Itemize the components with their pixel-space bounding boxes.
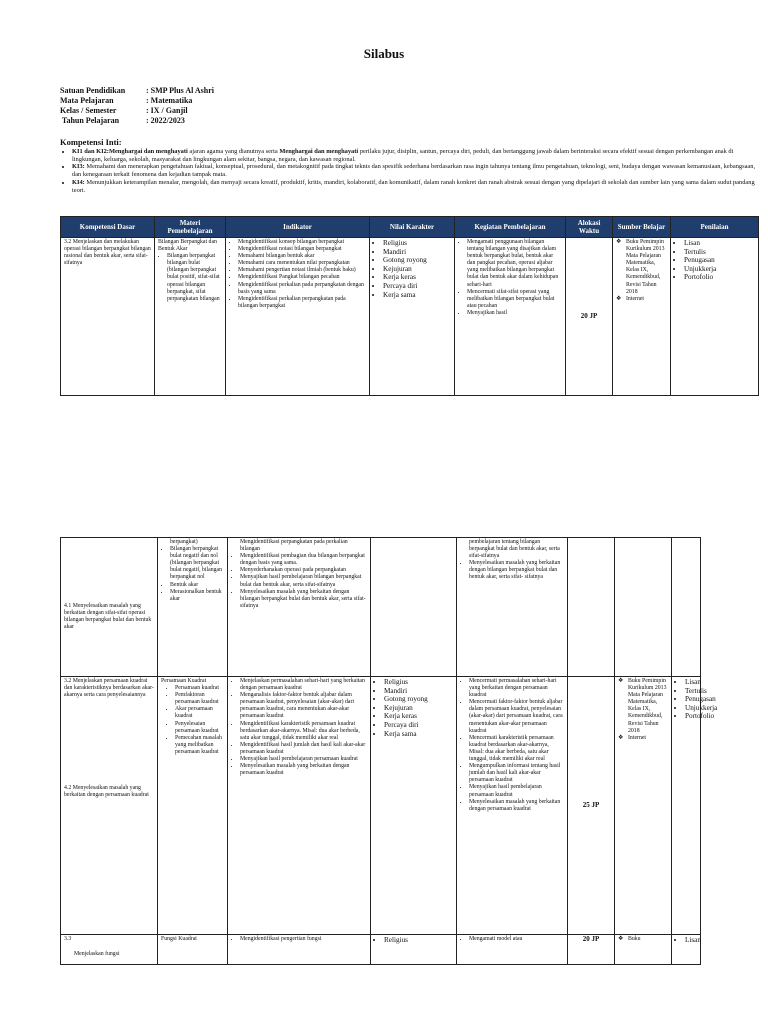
column-header: Alokasi Waktu [566,217,613,238]
indikator-cell [228,935,371,965]
sumber-cell [613,238,671,396]
indikator-item: • Mengidentifikasi perkalian perpangkatan pada bilangan berpangkat [238,296,366,310]
ki-text: Menunjukkan keterampilan menalar, mengolah, dan menyaji secara kreatif, produktif, kritis, mandiri, kolaboratif, dan komunikatif, dalam ranah konkret dan ranah abstrak sesuai dengan yang dipelajari di sekolah dan sumber lain yang sama dalam sudut pandang teori. [72,178,755,194]
nilai-karakter-cell [370,238,455,396]
materi-text: berpangkat) [170,539,198,545]
table-row [61,935,701,965]
indikator-item: • Menyelesaikan masalah yang berkaitan dengan bilangan berpangkat bulat dan bentuk akar, serta sifat-sifatnya [240,589,367,610]
nilai-karakter-cell [371,935,457,965]
document-title: Silabus [363,46,405,61]
kd-text: Menjelaskan fungsi [74,951,120,958]
alokasi-value: 20 JP [582,935,600,943]
materi-cell [158,538,228,677]
indikator-item: • Menyajikan hasil pembelajaran persamaan kuadrat [240,756,367,763]
nilai-item: • Percaya diri [383,282,451,291]
penilaian-item: • Portofolio [685,712,765,721]
penilaian-item: • Unjukkerja [684,265,755,274]
kegiatan-item: • Menyelesaikan masalah yang berkaitan dengan bilangan berpangkat bulat dan bentuk akar, serta sifat- sifatnya [469,560,564,581]
penilaian-cell [671,238,759,396]
sumber-cell [615,538,672,677]
kd-text: 3.2 Menjelaskan dan melakukan operasi bilangan berpangkat bilangan rasional dan bentuk akar, serta sifat-sifatnya [64,239,151,267]
materi-title: Fungsi Kuadrat [161,936,197,942]
indikator-item: • Menjelaskan permasalahan sehari-hari yang berkaitan dengan persamaan kuadrat [240,678,367,692]
column-header: Penilaian [671,217,759,238]
nilai-item: • Kejujuran [383,265,451,274]
ki-key: KI4: [72,178,85,186]
penilaian-item: • Lisan [685,678,765,687]
penilaian-item: • Portofolio [684,273,755,282]
penilaian-cell [672,538,701,677]
column-header: Kompetensi Dasar [61,217,155,238]
nilai-item: • Religius [384,678,453,687]
kegiatan-cell [457,538,568,677]
kd-text: 3.2 Menjelaskan persamaan kuadrat dan karakteristiknya berdasarkan akar-akarnya serta cara penyelesaiannya [64,678,154,699]
materi-title: Bilangan Berpangkat dan Bentuk Akar [158,239,217,253]
indikator-item: • Mengidentifikasi karakteristik persamaan kuadrat berdasarkan akar-akarnya. Misal: dua akar berbeda, satu akar tunggal, tidak memiliki akar real [240,721,367,742]
kompetensi-dasar-cell [61,677,158,935]
sumber-item: ❖ Buku Pemimpin Kurikulum 2013 Mata Pelajaran Matematika, Kelas IX, Kemendikbud, Revisi Tahun 2018 [618,678,668,735]
ki-item [72,148,758,164]
indikator-text: Mengidentifikasi perpangkatan pada perkalian bilangan [240,539,348,553]
kd-number: 3.3 [64,936,72,942]
materi-cell [158,935,228,965]
indikator-cell [228,538,371,677]
kegiatan-item: • Mengamati model atau [469,936,564,943]
indikator-item: • Mengidentifikasi pembagian dua bilangan berpangkat dengan basis yang sama. [240,553,367,567]
nilai-item: • Gotong royong [384,695,453,704]
kegiatan-cell [457,935,568,965]
kegiatan-text: pembelajaran tentang bilangan berpangkat bulat dan bentuk akar, serta sifat-sifatnya [469,539,560,560]
materi-cell [155,238,226,396]
table-row [61,238,759,396]
materi-item: • Pemfaktoran persamaan kuadrat [175,692,224,706]
penilaian-item: • Lisan [684,239,755,248]
penilaian-item: • Penugasan [684,256,755,265]
indikator-item: • Mengidentifikasi pengertian fungsi [240,936,367,943]
sumber-item: ❖ Internet [618,735,668,742]
nilai-karakter-cell [371,677,457,935]
alokasi-value: 20 JP [580,311,598,320]
ki-key: KI3: [72,163,85,171]
sumber-cell [615,935,672,965]
materi-item: • Bilangan berpangkat bulat negatif dan nol (bilangan berpangkat bulat negatif, bilangan berpangkat nol [170,546,224,581]
nilai-item: • Percaya diri [384,721,453,730]
ki-text: ajaran agama yang dianutnya serta [187,147,280,155]
kompetensi-dasar-cell [61,238,155,396]
nilai-item: • Kerja keras [383,273,451,282]
indikator-item: • Memahami bilangan bentuk akar [238,253,366,260]
penilaian-item: • Lisan [685,936,745,945]
identity-row [60,86,214,96]
column-header: Kegiatan Pembelajaran [455,217,566,238]
indikator-item: • Menganalisis faktor-faktor bentuk aljabar dalam persamaan kuadrat, penyelesaian (akar-akar) dari persamaan kuadrat, cara menentukan akar-akar persamaan kuadrat [240,692,367,720]
alokasi-value: 25 JP [582,800,600,809]
nilai-item: • Mandiri [383,248,451,257]
identity-label: Satuan Pendidikan [60,86,126,95]
column-header: Sumber Belajar [613,217,671,238]
identity-label: Mata Pelajaran [60,96,114,105]
nilai-karakter-cell [371,538,457,677]
table-row [61,677,701,935]
syllabus-table-page-1 [60,216,759,396]
nilai-item: • Religius [383,239,451,248]
ki-key: KI1 dan KI2: [72,147,109,155]
alokasi-cell [568,935,615,965]
indikator-item: • Mengidentifikasi hasil jumlah dan hasil kali akar-akar persamaan kuadrat [240,742,367,756]
penilaian-item: • Tertulis [684,248,755,257]
kegiatan-item: • Mencermati karakteristik persamaan kuadrat berdasarkan akar-akarnya, Misal: dua akar berbeda, satu akar tunggal, tidak memiliki akar real [469,735,564,763]
alokasi-cell [568,677,615,935]
kd-text: 4.1 Menyelesaikan masalah yang berkaitan dengan sifat-sifat operasi bilangan berpangkat bulat dan bentuk akar [64,603,152,631]
penilaian-item: • Unjukkerja [685,704,765,713]
indikator-item: • Menyelesaikan masalah yang berkaitan dengan persamaan kuadrat [240,763,367,777]
kegiatan-item: • Mencermati faktor-faktor bentuk aljabar dalam persamaan kuadrat, penyelesaian (akar-akar) dari persamaan kuadrat, cara menentukan akar-akar persamaan kuadrat [469,699,564,734]
materi-cell [158,677,228,935]
syllabus-table-page-2 [60,537,718,965]
kegiatan-item: • Menyelesaikan masalah yang berkaitan dengan persamaan kuadrat [469,799,564,813]
indikator-item: • Mengidentifikasi konsep bilangan berpangkat [238,239,366,246]
column-header: Indikator [226,217,370,238]
identity-block [60,86,214,126]
indikator-item: • Menyajikan hasil pembelajaran bilangan berpangkat bulat dan bentuk akar, serta sifat-sifatnya [240,574,367,588]
kegiatan-item: • Menyajikan hasil pembelajaran persamaan kuadrat [469,784,564,798]
kompetensi-inti [60,139,758,195]
identity-value: : IX / Ganjil [146,106,188,115]
sumber-item: ❖ Buku [618,936,668,943]
alokasi-cell [566,238,613,396]
kompetensi-dasar-cell [61,538,158,677]
kegiatan-item: • Mencermati sifat-sifat operasi yang melibatkan bilangan berpangkat bulat atau pecahan [467,289,562,310]
indikator-cell [226,238,370,396]
materi-item: • Bentuk akar [170,582,224,589]
nilai-item: • Kejujuran [384,704,453,713]
identity-value: : Matematika [146,96,193,105]
indikator-item: • Mengidentifikasi notasi bilangan berpangkat [238,246,366,253]
identity-label: Tahun Pelajaran [60,116,120,125]
ki-emph: Menghargai dan menghayati [108,147,188,155]
kegiatan-item: • Menyajikan hasil [467,310,562,317]
materi-item: • Persamaan kuadrat [175,685,224,692]
indikator-item: • Memahami pengertian notasi ilmiah (bentuk baku) [238,267,366,274]
materi-item: • Penyelesaian persamaan kuadrat [175,721,224,735]
nilai-item: • Kerja sama [384,730,453,739]
table-row [61,538,701,677]
ki-text: Memahami dan menerapkan pengetahuan faktual, konseptual, prosedural, dan metakognitif pada tingkat teknis dan spesifik sederhana berdasarkan rasa ingin tahunya tentang ilmu pengetahuan, teknologi, seni, budaya dengan wawasan kemanusiaan, kebangsaan, dan kenegaraan terkait fenomena dan kejadian tampak mata. [72,163,756,179]
ki-item [72,163,758,179]
identity-value: : SMP Plus Al Ashri [146,86,215,95]
nilai-item: • Religius [384,936,453,945]
identity-value: : 2022/2023 [146,116,185,125]
kompetensi-inti-heading: Kompetensi Inti: [60,137,122,147]
kompetensi-dasar-cell [61,935,158,965]
indikator-item: • Memahami cara menentukan nilai perpangkatan [238,260,366,267]
penilaian-cell [672,935,701,965]
nilai-item: • Kerja sama [383,291,451,300]
sumber-item: ❖ Internet [616,296,667,303]
penilaian-item: • Penugasan [685,695,765,704]
kegiatan-cell [457,677,568,935]
ki-text: perilaku jujur, disiplin, santun, percaya diri, peduli, dan bertanggung jawab dalam berinteraksi secara efektif sesuai dengan perkembangan anak di lingkungan, keluarga, sekolah, masyarakat dan lingkungan alam sekitar, bangsa, negara, dan kawasan regional. [72,147,734,163]
indikator-cell [228,677,371,935]
column-header: Nilai Karakter [370,217,455,238]
nilai-item: • Kerja keras [384,712,453,721]
sumber-item: ❖ Buku Pemimpin Kurikulum 2013 Mata Pelajaran Matematika, Kelas IX, Kemendikbud, Revisi Tahun 2018 [616,239,667,296]
kd-text: 4.2 Menyelesaikan masalah yang berkaitan dengan persamaan kuadrat [64,785,149,799]
materi-item: • Pemecahan masalah yang melibatkan persamaan kuadrat [175,735,224,756]
indikator-item: • Mengidentifikasi perkalian pada perpangkatan dengan basis yang sama [238,282,366,296]
alokasi-cell [568,538,615,677]
penilaian-cell [672,677,718,935]
indikator-item: • Menyederhanakan operasi pada perpangkatan [240,567,367,574]
materi-item: • Akar persamaan kuadrat [175,706,224,720]
ki-item [72,179,758,195]
identity-row [60,96,214,106]
identity-label: Kelas / Semester [60,106,117,115]
kegiatan-item: • Mengamati penggunaan bilangan tentang bilangan yang disajikan dalam bentuk berpangkat bulat, bentuk akar dan pangkat pecahan, operasi aljabar yang melibatkan bilangan berpangkat bulat dan bentuk akar dalam kehidupan sehari-hari [467,239,562,289]
penilaian-item: • Tertulis [685,687,765,696]
identity-row [60,116,214,126]
materi-item: • Merasionalkan bentuk akar [170,589,224,603]
nilai-item: • Mandiri [384,687,453,696]
kegiatan-cell [455,238,566,396]
identity-row [60,106,214,116]
table-header-row [61,217,759,238]
indikator-item: • Mengidentifikasi Pangkat bilangan pecahan [238,274,366,281]
kegiatan-item: • Mengumpulkan informasi tentang hasil jumlah dan hasil kali akar-akar persamaan kuadrat [469,763,564,784]
materi-item: • Bilangan berpangkat bilangan bulat (bilangan berpangkat bulat positif, sifat-sifat operasi bilangan berpangkat, sifat perpangkatan bilangan [167,253,222,303]
kegiatan-item: • Mencermati permasalahan sehari-hari yang berkaitan dengan persamaan kuadrat [469,678,564,699]
column-header: Materi Pemebelajaran [155,217,226,238]
materi-title: Persamaan Kuadrat [161,678,207,684]
ki-emph: Menghargai dan menghayati [279,147,359,155]
sumber-cell [615,677,672,935]
nilai-item: • Gotong royong [383,256,451,265]
